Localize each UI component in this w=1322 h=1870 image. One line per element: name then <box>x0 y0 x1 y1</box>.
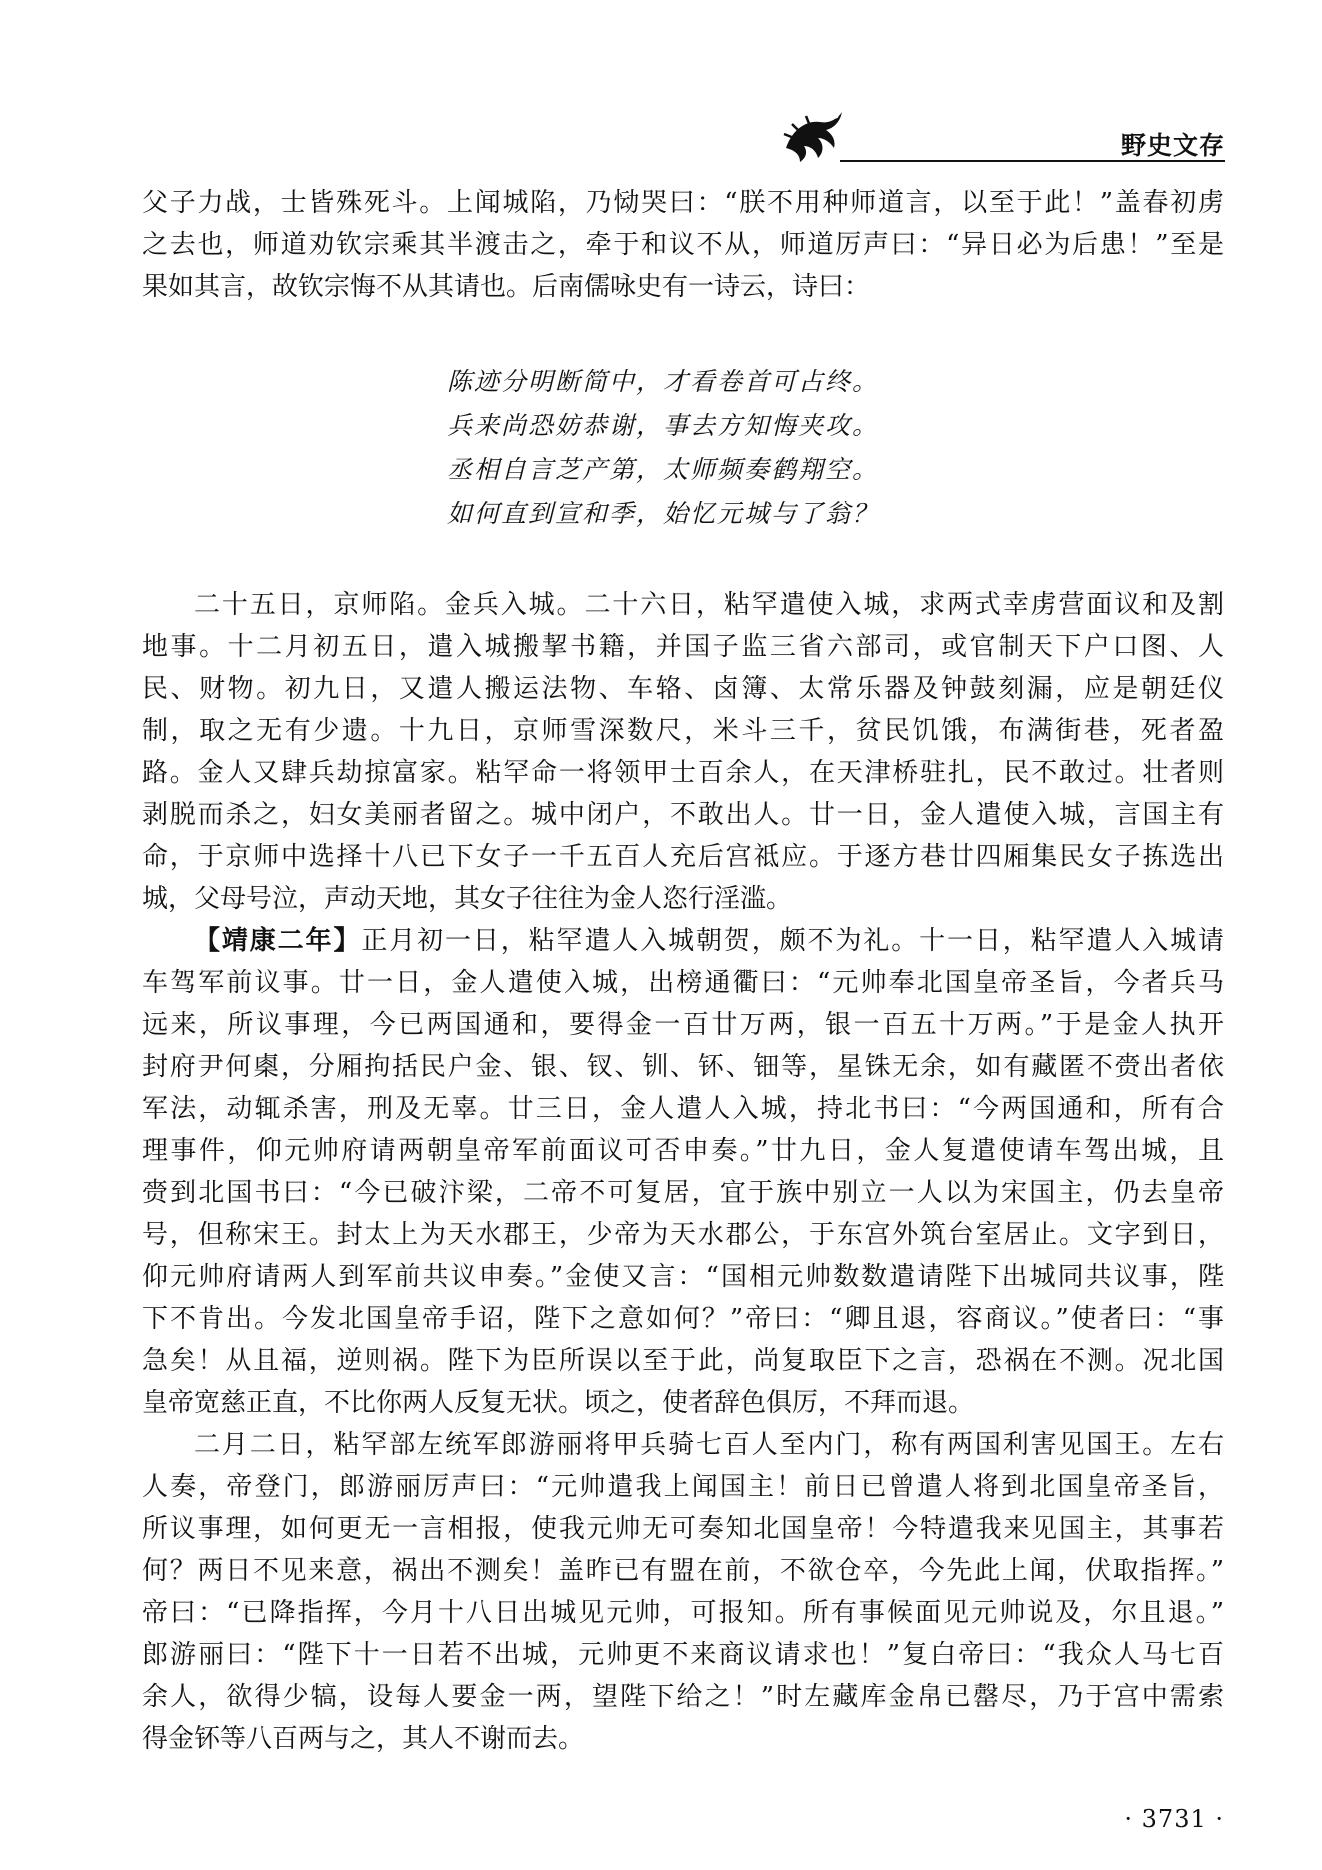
section-title: 野史文存 <box>1120 131 1225 160</box>
paragraph <box>142 920 1224 1424</box>
poem-line: 丞相自言芝产第，太师频奏鹤翔空。 <box>447 455 880 484</box>
page-number: · 3731 · <box>1124 1805 1224 1833</box>
text-segment: 正月初一日，粘罕遣人入城朝贺，颇不为礼。十一日，粘罕遣人入城请 <box>361 926 1224 956</box>
paragraph <box>142 1424 1224 1760</box>
text-line: 赍到北国书曰：“今已破汴梁，二帝不可复居，宜于族中别立一人以为宋国主，仍去皇帝 <box>142 1178 1224 1208</box>
text-line: 制，取之无有少遗。十九日，京师雪深数尺，米斗三千，贫民饥饿，布满街巷，死者盈 <box>142 716 1224 746</box>
text-line: 仰元帅府请两人到军前共议申奏。”金使又言：“国相元帅数数遣请陛下出城同共议事，陛 <box>142 1262 1224 1292</box>
text-line: 路。金人又肆兵劫掠富家。粘罕命一将领甲士百余人，在天津桥驻扎，民不敢过。壮者则 <box>142 758 1224 788</box>
text-line: 得金钚等八百两与之，其人不谢而去。 <box>142 1724 585 1754</box>
year-heading: 【靖康二年】 <box>194 926 362 956</box>
text-line: 远来，所议事理，今已两国通和，要得金一百廿万两，银一百五十万两。”于是金人执开 <box>142 1010 1224 1040</box>
body-text <box>142 182 1224 1760</box>
text-line: 二十五日，京师陷。金兵入城。二十六日，粘罕遣使入城，求两式幸虏营面议和及割 <box>194 590 1224 620</box>
paragraph <box>142 584 1224 920</box>
text-line: 民、财物。初九日，又遣人搬运法物、车辂、卤簿、太常乐器及钟鼓刻漏，应是朝廷仪 <box>142 674 1224 704</box>
page-header <box>780 108 1225 168</box>
text-line: 命，于京师中选择十八已下女子一千五百人充后宫祗应。于逐方巷廿四厢集民女子拣选出 <box>142 842 1224 872</box>
poem-line: 陈迹分明断简中，才看卷首可占终。 <box>447 367 880 396</box>
text-line: 剥脱而杀之，妇女美丽者留之。城中闭户，不敢出人。廿一日，金人遣使入城，言国主有 <box>142 800 1224 830</box>
text-line: 之去也，师道劝钦宗乘其半渡击之，牵于和议不从，师道厉声曰：“异日必为后患！”至是 <box>142 230 1224 260</box>
text-line: 车驾军前议事。廿一日，金人遣使入城，出榜通衢曰：“元帅奉北国皇帝圣旨，今者兵马 <box>142 968 1224 998</box>
text-line: 军法，动辄杀害，刑及无辜。廿三日，金人遣人入城，持北书曰：“今两国通和，所有合 <box>142 1094 1224 1124</box>
text-line <box>142 920 1224 962</box>
text-line: 急矣！从且福，逆则祸。陛下为臣所误以至于此，尚复取臣下之言，恐祸在不测。况北国 <box>142 1346 1224 1376</box>
text-line: 果如其言，故钦宗悔不从其请也。后南儒咏史有一诗云，诗曰： <box>142 272 871 302</box>
dragon-icon <box>780 108 850 166</box>
text-line: 地事。十二月初五日，遣入城搬挈书籍，并国子监三省六部司，或官制天下户口图、人 <box>142 632 1224 662</box>
poem <box>447 360 1224 536</box>
text-line: 郎游丽曰：“陛下十一日若不出城，元帅更不来商议请求也！”复白帝曰：“我众人马七百 <box>142 1640 1224 1670</box>
poem-line: 如何直到宣和季，始忆元城与了翁？ <box>447 499 880 528</box>
text-line: 何？两日不见来意，祸出不测矣！盖昨已有盟在前，不欲仓卒，今先此上闻，伏取指挥。” <box>142 1556 1224 1586</box>
text-line: 帝曰：“已降指挥，今月十八日出城见元帅，可报知。所有事候面见元帅说及，尔且退。” <box>142 1598 1224 1628</box>
text-line: 理事件，仰元帅府请两朝皇帝军前面议可否申奏。”廿九日，金人复遣使请车驾出城，且 <box>142 1136 1224 1166</box>
text-line: 下不肯出。今发北国皇帝手诏，陛下之意如何？”帝曰：“卿且退，容商议。”使者曰：“事 <box>142 1304 1224 1334</box>
text-line: 二月二日，粘罕部左统军郎游丽将甲兵骑七百人至内门，称有两国利害见国王。左右 <box>194 1430 1224 1460</box>
text-line: 号，但称宋王。封太上为天水郡王，少帝为天水郡公，于东宫外筑台室居止。文字到日， <box>142 1220 1224 1250</box>
header-rule <box>840 160 1225 162</box>
text-line: 所议事理，如何更无一言相报，使我元帅无可奏知北国皇帝！今特遣我来见国主，其事若 <box>142 1514 1224 1544</box>
text-line: 封府尹何㮚，分厢拘括民户金、银、钗、钏、钚、钿等，星铢无余，如有藏匿不赍出者依 <box>142 1052 1224 1082</box>
poem-line: 兵来尚恐妨恭谢，事去方知悔夹攻。 <box>447 411 880 440</box>
text-line: 余人，欲得少犒，设每人要金一两，望陛下给之！”时左藏库金帛已罄尽，乃于宫中需索 <box>142 1682 1224 1712</box>
text-line: 皇帝宽慈正直，不比你两人反复无状。顷之，使者辞色俱厉，不拜而退。 <box>142 1388 975 1418</box>
text-line: 父子力战，士皆殊死斗。上闻城陷，乃恸哭曰：“朕不用种师道言，以至于此！”盖春初虏 <box>142 188 1224 218</box>
text-line: 人奏，帝登门，郎游丽厉声曰：“元帅遣我上闻国主！前日已曾遣人将到北国皇帝圣旨， <box>142 1472 1224 1502</box>
text-line: 城，父母号泣，声动天地，其女子往往为金人恣行淫滥。 <box>142 884 793 914</box>
opening-paragraph <box>142 182 1224 308</box>
